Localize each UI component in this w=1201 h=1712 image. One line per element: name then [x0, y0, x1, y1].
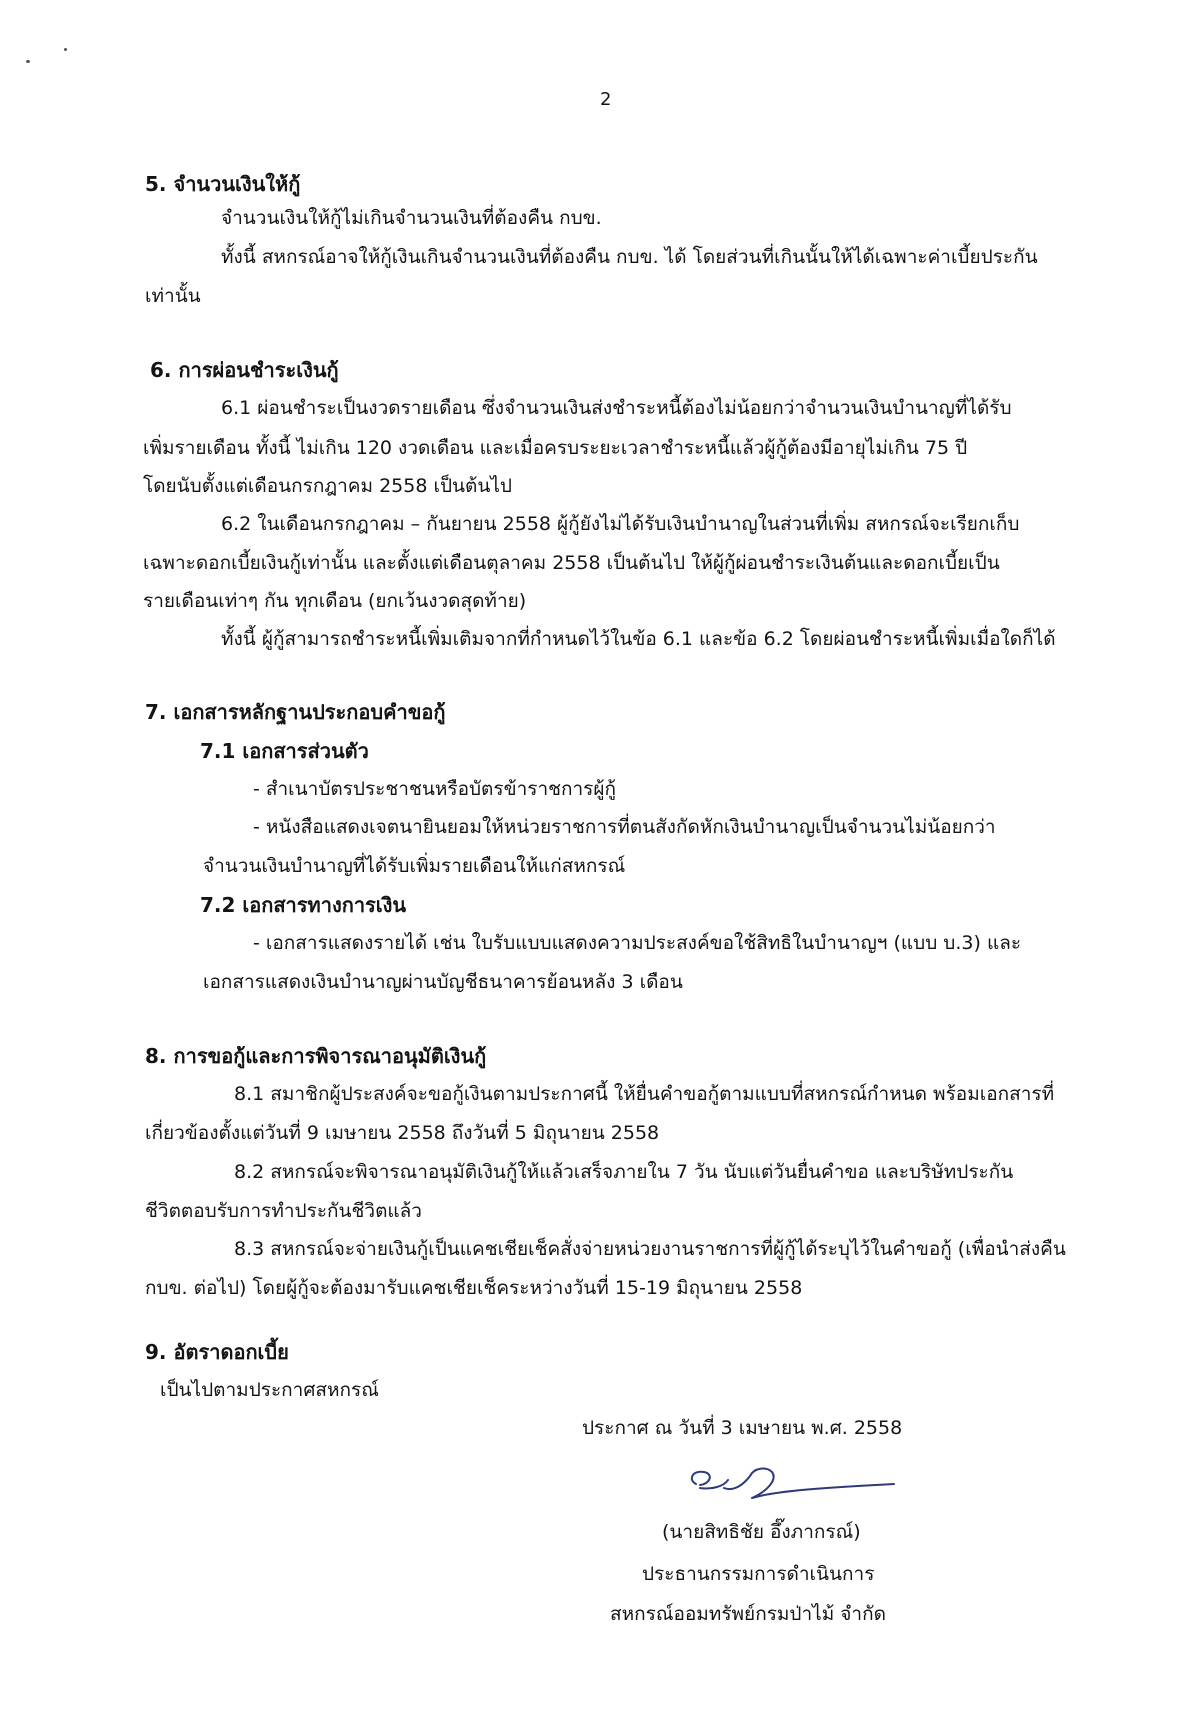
section-6-line: 6.1 ผ่อนชำระเป็นงวดรายเดือน ซึ่งจำนวนเงินส่งชำระหนี้ต้องไม่น้อยกว่าจำนวนเงินบำนาญที่ได้รับ: [221, 397, 1012, 419]
scan-speck: [64, 48, 67, 51]
scan-speck: [26, 60, 30, 63]
section-9-heading: 9. อัตราดอกเบี้ย: [145, 1340, 289, 1364]
section-6-line: เพิ่มรายเดือน ทั้งนี้ ไม่เกิน 120 งวดเดือน และเมื่อครบระยะเวลาชำระหนี้แล้วผู้กู้ต้องมีอายุไม่เกิน 75 ปี: [143, 437, 968, 459]
section-8-heading: 8. การขอกู้และการพิจารณาอนุมัติเงินกู้: [145, 1044, 487, 1068]
section-8-line: ชีวิตตอบรับการทำประกันชีวิตแล้ว: [145, 1200, 422, 1222]
section-7-2-line: เอกสารแสดงเงินบำนาญผ่านบัญชีธนาคารย้อนหลัง 3 เดือน: [203, 971, 683, 993]
section-6-line: โดยนับตั้งแต่เดือนกรกฎาคม 2558 เป็นต้นไป: [143, 475, 512, 497]
section-6-line: 6.2 ในเดือนกรกฎาคม – กันยายน 2558 ผู้กู้ยังไม่ได้รับเงินบำนาญในส่วนที่เพิ่ม สหกรณ์จะเรียกเก็บ: [221, 513, 1020, 535]
section-6-heading: 6. การผ่อนชำระเงินกู้: [150, 358, 339, 382]
section-5-heading: 5. จำนวนเงินให้กู้: [145, 172, 301, 196]
signer-name: (นายสิทธิชัย อึ๊งภากรณ์): [662, 1521, 861, 1543]
section-7-1-line: - สำเนาบัตรประชาชนหรือบัตรข้าราชการผู้กู้: [253, 778, 617, 800]
section-5-line: เท่านั้น: [145, 285, 201, 307]
section-8-line: 8.3 สหกรณ์จะจ่ายเงินกู้เป็นแคชเชียเช็คสั่งจ่ายหน่วยงานราชการที่ผู้กู้ได้ระบุไว้ในคำขอกู้ (เพื่อนำส่งคืน: [234, 1238, 1066, 1260]
organization-name: สหกรณ์ออมทรัพย์กรมป่าไม้ จำกัด: [610, 1603, 886, 1625]
section-7-1-line: - หนังสือแสดงเจตนายินยอมให้หน่วยราชการที่ตนสังกัดหักเงินบำนาญเป็นจำนวนไม่น้อยกว่า: [253, 816, 996, 838]
section-6-line: ทั้งนี้ ผู้กู้สามารถชำระหนี้เพิ่มเติมจากที่กำหนดไว้ในข้อ 6.1 และข้อ 6.2 โดยผ่อนชำระหนี้เพิ่มเมื่อใดก็ได้: [221, 628, 1056, 650]
section-8-line: เกี่ยวข้องตั้งแต่วันที่ 9 เมษายน 2558 ถึงวันที่ 5 มิถุนายน 2558: [145, 1122, 660, 1144]
section-5-line: จำนวนเงินให้กู้ไม่เกินจำนวนเงินที่ต้องคืน กบข.: [221, 207, 602, 229]
signer-title: ประธานกรรมการดำเนินการ: [642, 1563, 875, 1585]
section-6-line: รายเดือนเท่าๆ กัน ทุกเดือน (ยกเว้นงวดสุดท้าย): [143, 590, 527, 612]
section-6-line: เฉพาะดอกเบี้ยเงินกู้เท่านั้น และตั้งแต่เดือนตุลาคม 2558 เป็นต้นไป ให้ผู้กู้ผ่อนชำระเงินต้นและดอกเบี้ยเป็น: [143, 552, 1000, 574]
section-8-line: กบข. ต่อไป) โดยผู้กู้จะต้องมารับแคชเชียเช็คระหว่างวันที่ 15-19 มิถุนายน 2558: [145, 1277, 803, 1299]
section-7-1-line: จำนวนเงินบำนาญที่ได้รับเพิ่มรายเดือนให้แก่สหกรณ์: [203, 855, 626, 877]
section-9-line: เป็นไปตามประกาศสหกรณ์: [160, 1379, 379, 1401]
section-5-line: ทั้งนี้ สหกรณ์อาจให้กู้เงินเกินจำนวนเงินที่ต้องคืน กบข. ได้ โดยส่วนที่เกินนั้นให้ได้เฉพาะค่าเบี้ยประกัน: [221, 246, 1038, 268]
signature-image: [680, 1458, 900, 1510]
section-7-heading: 7. เอกสารหลักฐานประกอบคำขอกู้: [145, 700, 446, 724]
section-8-line: 8.2 สหกรณ์จะพิจารณาอนุมัติเงินกู้ให้แล้วเสร็จภายใน 7 วัน นับแต่วันยื่นคำขอ และบริษัทประกัน: [234, 1161, 1014, 1183]
section-7-2-heading: 7.2 เอกสารทางการเงิน: [200, 893, 407, 917]
section-7-2-line: - เอกสารแสดงรายได้ เช่น ใบรับแบบแสดงความประสงค์ขอใช้สิทธิในบำนาญฯ (แบบ บ.3) และ: [253, 932, 1022, 954]
announcement-date: ประกาศ ณ วันที่ 3 เมษายน พ.ศ. 2558: [582, 1417, 903, 1439]
page-number: 2: [600, 89, 612, 110]
section-8-line: 8.1 สมาชิกผู้ประสงค์จะขอกู้เงินตามประกาศนี้ ให้ยื่นคำขอกู้ตามแบบที่สหกรณ์กำหนด พร้อมเอกสารที่: [234, 1083, 1055, 1105]
section-7-1-heading: 7.1 เอกสารส่วนตัว: [200, 739, 369, 763]
